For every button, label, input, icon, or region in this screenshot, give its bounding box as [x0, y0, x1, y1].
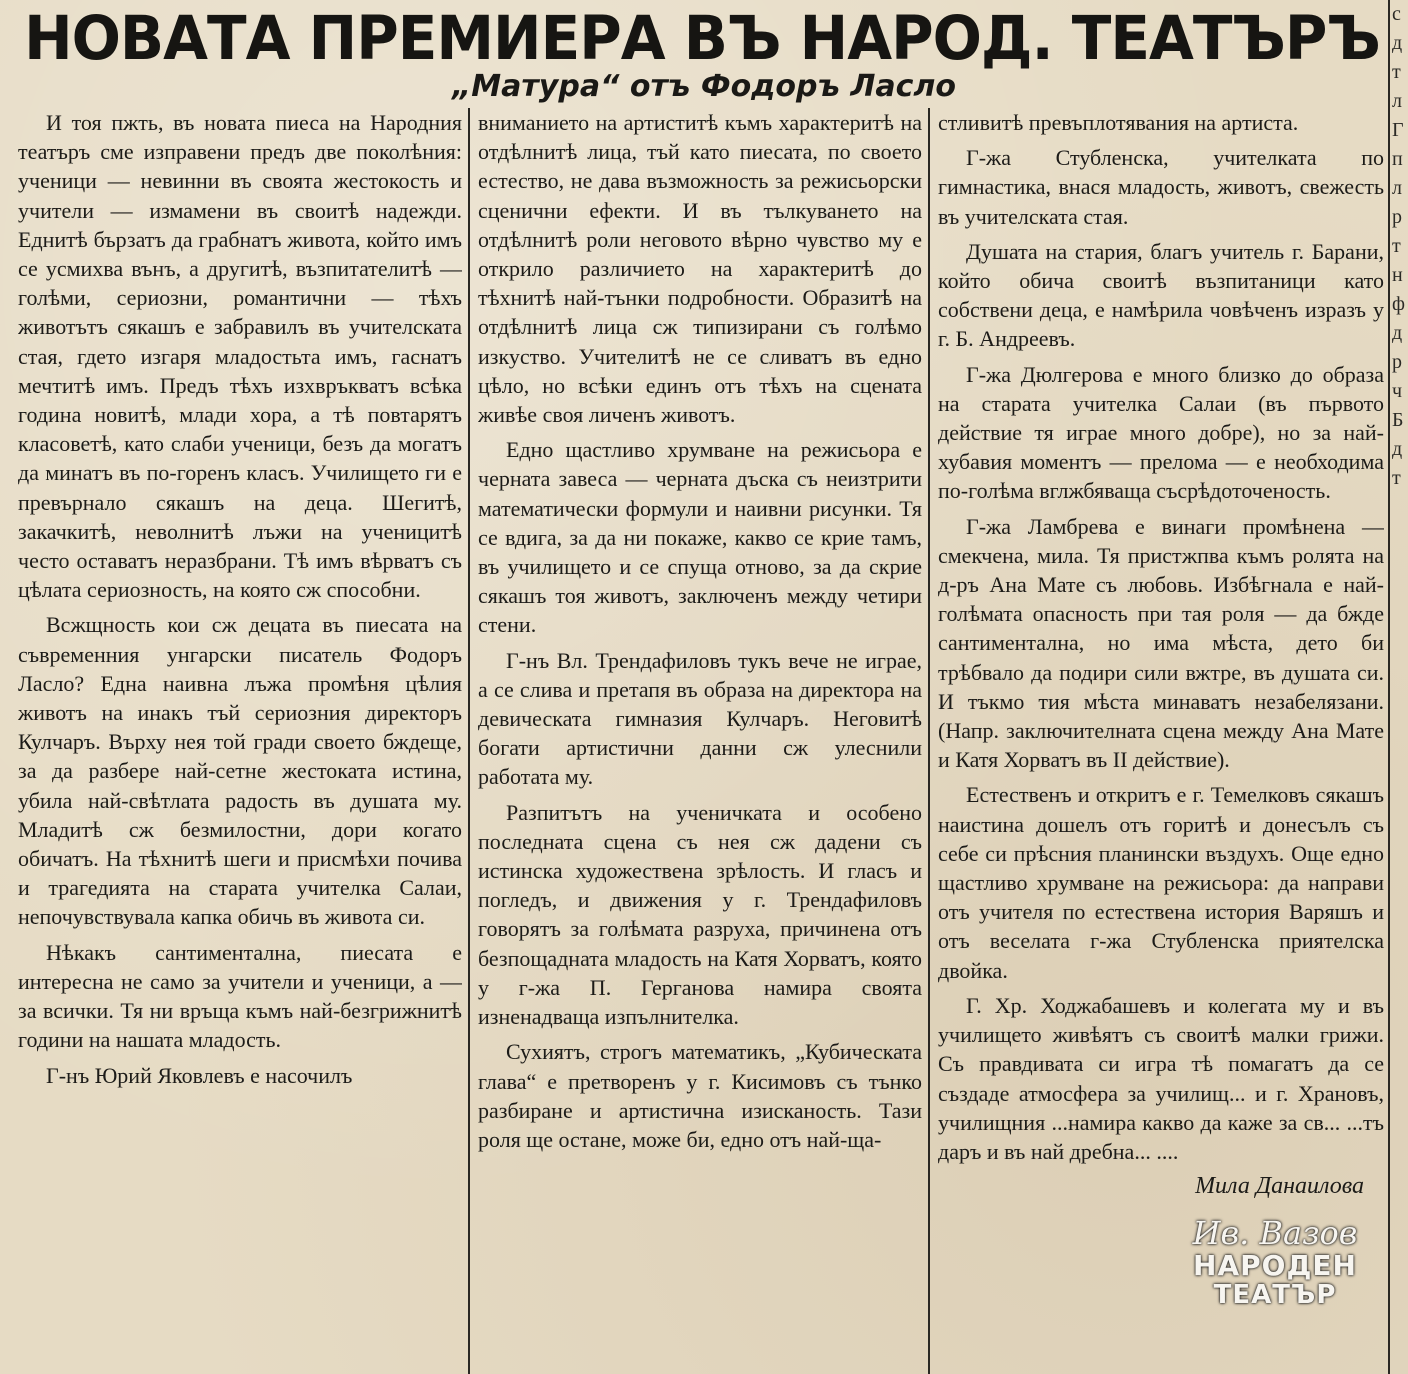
paragraph: вниманието на артиститѣ къмъ характеритѣ на отдѣлнитѣ лица, тъй като пиесата, по своето естество, не дава възможность за режисьорски сценични ефекти. И въ тълкуването на отдѣлнитѣ роли неговото вѣрно чувство му е открило различието на характеритѣ до тѣхнитѣ най-тънки подробности. Образитѣ на отдѣлнитѣ лица сж типизирани съ голѣмо изкуство. Учителитѣ не се сливатъ въ едно цѣло, но всѣки единъ отъ тѣхъ на сцената живѣе своя личенъ животъ.	[478, 110, 922, 428]
paragraph: Естественъ и откритъ е г. Темелковъ сякашъ наистина дошелъ отъ горитѣ и донесълъ съ себе си прѣсния планински въздухъ. Още едно щастливо хрумване на режисьора: да направи отъ учителя по естествена история Варяшъ и отъ веселата г-жа Стубленска приятелска двойка.	[938, 782, 1384, 983]
watermark-line-1: НАРОДЕН	[1193, 1249, 1357, 1282]
subheadline: „Матура“ отъ Фодоръ Ласло	[451, 69, 957, 104]
paragraph: Г-нъ Юрий Яковлевъ е насочилъ	[46, 1062, 353, 1088]
article-column-1	[18, 108, 462, 1370]
paragraph: Разпитътъ на ученичката и особено последната сцена съ нея сж дадени съ истинска художествена зрѣлость. И гласъ и погледъ, и движения у г. Трендафиловъ говорятъ за голѣмата разруха, причинена отъ безпощадната младость на Катя Хорватъ, която у г-жа П. Герганова намира своята изненадваща изпълнителка.	[478, 799, 922, 1030]
adjacent-column-fragment: с д т л Г п л р т н ф д р ч Б д т	[1392, 3, 1405, 489]
column-divider-2	[928, 108, 930, 1374]
author-signature: Мила Данаилова	[1195, 1173, 1364, 1200]
paragraph: Г-нъ Вл. Трендафиловъ тукъ вече не играе, а се слива и претапя въ образа на директора на девическата гимназия Кулчаръ. Неговитѣ богати артистични данни сж улеснили работата му.	[478, 647, 922, 790]
paragraph: И тоя пжть, въ новата пиеса на Народния театъръ сме изправени предъ две поколѣния: ученици — невинни въ своята жестокость и учители — измамени въ своитѣ надежди. Еднитѣ бързатъ да грабнатъ живота, който имъ се усмихва вънъ, а другитѣ, възпитателитѣ — голѣми, сериозни, романтични — тѣхъ животътъ сякашъ е забравилъ въ учителската стая, гдето изгаря младостьта имъ, гаснатъ мечтитѣ имъ. Предъ тѣхъ изхвръкватъ всѣка година новитѣ, млади хора, а тѣ повтарятъ класоветѣ, като слаби ученици, безъ да могатъ да минатъ въ по-горенъ класъ. Училището ги е превърнало сякашъ на деца. Шегитѣ, закачкитѣ, неволнитѣ лъжи на ученицитѣ често оставатъ неразбрани. Тѣ имъ вѣрватъ съ цѣлата сериозность, на която сж способни.	[18, 110, 462, 603]
paragraph: Г-жа Ламбрева е винаги промѣнена — смекчена, мила. Тя пристжпва къмъ ролята на д-ръ Ана Мате съ любовь. Избѣгнала е най-голѣмата опасность при тая роля — да бжде сантиментална, но има мѣста, дето би трѣбвало да подири сили вжтре, въ душата си. И тъкмо тия мѣста минаватъ незабелязани. (Напр. заключителната сцена между Ана Мате и Катя Хорватъ въ II действие).	[938, 513, 1384, 773]
paragraph: Сухиятъ, строгъ математикъ, „Кубическата глава“ е претворенъ у г. Кисимовъ съ тънко разбиране и артистична изисканость. Тази роля ще остане, може би, едно отъ най-ща-	[478, 1039, 922, 1152]
paragraph: Едно щастливо хрумване на режисьора е черната завеса — черната дъска съ неизтрити математически формули и наивни рисунки. Тя се вдига, за да ни покаже, какво се крие тамъ, въ училището и се спуща отново, за да скрие сякашъ тоя животъ, заключенъ между четири стени.	[478, 437, 922, 638]
watermark-line-2: ТЕАТЪР	[1213, 1280, 1337, 1310]
paragraph: Г. Хр. Ходжабашевъ и колегата му и въ училището живѣятъ съ своитѣ малки грижи. Съ правдивата си игра тѣ помагатъ да се създаде атмосфера за училищ... и г. Храновъ, училищния ...намира какво да каже за св... ...тъ даръ и въ най дребна... ....	[938, 992, 1384, 1164]
watermark-signature: Ив. Вазов	[1192, 1214, 1358, 1252]
paragraph: Душата на стария, благъ учитель г. Барани, който обича своитѣ възпитаници като собствени деца, е намѣрила човѣченъ изразъ у г. Б. Андреевъ.	[938, 238, 1384, 352]
paragraph: Всжщность кои сж децата въ пиесата на съвременния унгарски писатель Фодоръ Ласло? Една наивна лъжа промѣня цѣлия животъ на инакъ тъй сериозния директоръ Кулчаръ. Върху нея той гради своето бждеще, за да разбере най-сетне жестоката истина, убила най-свѣтлата радость въ душата му. Младитѣ сж безмилостни, дори когато обичатъ. На тѣхнитѣ шеги и присмѣхи почива и трагедията на старата учителка Салаи, непочувствувала капка обичь въ живота си.	[18, 612, 462, 930]
paragraph: стливитѣ превъплотявания на артиста.	[938, 110, 1299, 135]
paragraph: Г-жа Стубленска, учителката по гимнастика, внася младость, животъ, свежесть въ учителската стая.	[938, 145, 1384, 229]
article-column-3	[938, 108, 1384, 1370]
paragraph: Нѣкакъ сантиментална, пиесата е интересна не само за учители и ученици, а — за всички. Тя ни връща къмъ най-безгрижнитѣ години на нашата младость.	[18, 939, 462, 1053]
headline: НОВАТА ПРЕМИЕРА ВЪ НАРОД. ТЕАТЪРЪ	[24, 2, 1380, 74]
paragraph: Г-жа Дюлгерова е много близко до образа на старата учителка Салаи (въ първото действие тя играе много добре), но за най-хубавия моментъ — прелома — е необходима по-голѣма вглжбяваща съсрѣдоточеность.	[938, 361, 1384, 504]
theatre-watermark-logo	[1180, 1215, 1370, 1325]
right-border-rule	[1388, 0, 1390, 1374]
article-column-2	[478, 108, 922, 1370]
column-divider-1	[468, 108, 470, 1374]
